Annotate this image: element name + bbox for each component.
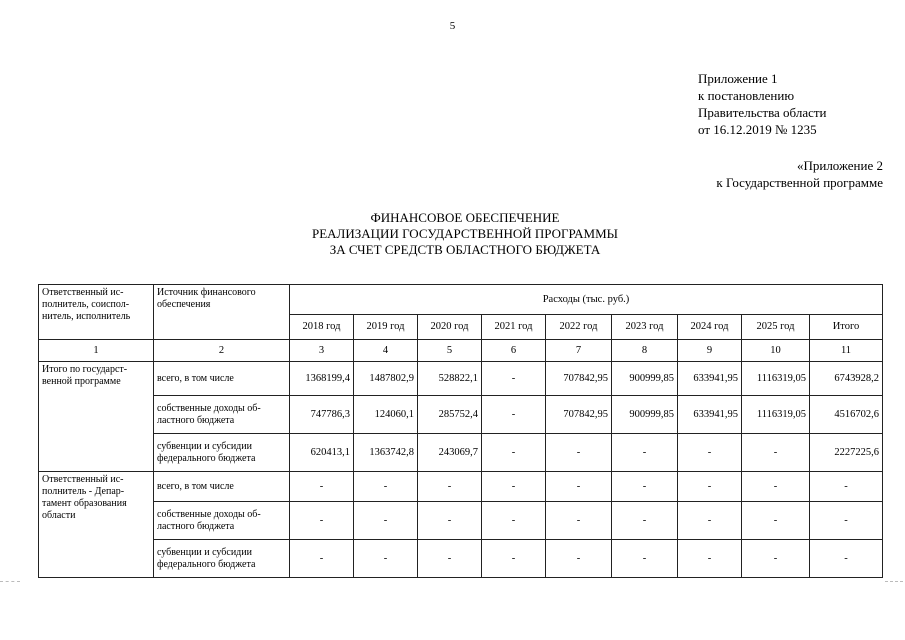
appendix-1-line: Правительства области <box>698 105 827 120</box>
value-cell: 633941,95 <box>678 396 742 434</box>
value-cell: - <box>290 472 354 502</box>
table-row <box>39 472 883 502</box>
document-title <box>230 210 700 258</box>
value-cell: - <box>546 540 612 578</box>
column-number: 5 <box>418 340 482 362</box>
financing-table <box>38 284 883 578</box>
value-cell: 633941,95 <box>678 362 742 396</box>
value-cell: - <box>678 540 742 578</box>
value-cell: - <box>678 472 742 502</box>
scan-margin-line <box>0 581 20 582</box>
value-cell: 900999,85 <box>612 362 678 396</box>
value-cell: 243069,7 <box>418 434 482 472</box>
column-number: 7 <box>546 340 612 362</box>
value-cell: - <box>742 472 810 502</box>
value-cell: 1368199,4 <box>290 362 354 396</box>
value-cell: - <box>290 540 354 578</box>
table-row <box>39 502 883 540</box>
appendix-1-line: Приложение 1 <box>698 71 778 86</box>
value-cell: - <box>678 502 742 540</box>
value-cell: - <box>418 540 482 578</box>
column-number: 8 <box>612 340 678 362</box>
value-cell: - <box>612 502 678 540</box>
header-year: 2023 год <box>612 315 678 340</box>
value-cell: - <box>678 434 742 472</box>
header-total: Итого <box>810 315 883 340</box>
title-line: ФИНАНСОВОЕ ОБЕСПЕЧЕНИЕ <box>370 210 560 225</box>
value-cell: - <box>482 472 546 502</box>
value-cell: - <box>546 502 612 540</box>
value-cell: 285752,4 <box>418 396 482 434</box>
column-number: 10 <box>742 340 810 362</box>
value-cell: - <box>742 540 810 578</box>
header-year: 2022 год <box>546 315 612 340</box>
table-row <box>39 434 883 472</box>
column-number: 11 <box>810 340 883 362</box>
value-cell: - <box>354 472 418 502</box>
value-cell: - <box>354 502 418 540</box>
appendix-2-block <box>716 157 883 191</box>
column-number: 9 <box>678 340 742 362</box>
scan-margin-line <box>885 581 903 582</box>
value-cell: - <box>612 434 678 472</box>
value-cell: - <box>482 540 546 578</box>
value-cell: 707842,95 <box>546 362 612 396</box>
value-cell: - <box>742 502 810 540</box>
value-cell: 2227225,6 <box>810 434 883 472</box>
value-cell: 900999,85 <box>612 396 678 434</box>
source-cell: субвенции и субсидии федерального бюджета <box>154 540 290 578</box>
value-cell: 528822,1 <box>418 362 482 396</box>
value-cell: - <box>612 540 678 578</box>
title-line: ЗА СЧЕТ СРЕДСТВ ОБЛАСТНОГО БЮДЖЕТА <box>329 242 601 257</box>
value-cell: - <box>482 362 546 396</box>
column-number: 6 <box>482 340 546 362</box>
title-line: РЕАЛИЗАЦИИ ГОСУДАРСТВЕННОЙ ПРОГРАММЫ <box>312 226 618 241</box>
value-cell: - <box>418 472 482 502</box>
executor-cell: Итого по государст-венной программе <box>39 362 154 472</box>
column-number: 1 <box>39 340 154 362</box>
column-number: 3 <box>290 340 354 362</box>
value-cell: - <box>418 502 482 540</box>
header-year: 2018 год <box>290 315 354 340</box>
value-cell: - <box>742 434 810 472</box>
value-cell: 4516702,6 <box>810 396 883 434</box>
column-number: 4 <box>354 340 418 362</box>
appendix-1-line: к постановлению <box>698 88 795 103</box>
source-cell: собственные доходы об-ластного бюджета <box>154 396 290 434</box>
source-cell: собственные доходы об-ластного бюджета <box>154 502 290 540</box>
value-cell: 6743928,2 <box>810 362 883 396</box>
value-cell: - <box>546 434 612 472</box>
header-year: 2025 год <box>742 315 810 340</box>
appendix-2-line: «Приложение 2 <box>796 158 883 173</box>
value-cell: - <box>290 502 354 540</box>
value-cell: 124060,1 <box>354 396 418 434</box>
table-row <box>39 362 883 396</box>
value-cell: - <box>546 472 612 502</box>
table-row <box>39 396 883 434</box>
header-year: 2020 год <box>418 315 482 340</box>
table-row <box>39 540 883 578</box>
value-cell: - <box>482 434 546 472</box>
value-cell: - <box>482 396 546 434</box>
appendix-1-block <box>698 70 827 138</box>
value-cell: 620413,1 <box>290 434 354 472</box>
source-cell: всего, в том числе <box>154 472 290 502</box>
appendix-2-line: к Государственной программе <box>716 175 883 190</box>
source-cell: субвенции и субсидии федерального бюджета <box>154 434 290 472</box>
value-cell: 1363742,8 <box>354 434 418 472</box>
column-number: 2 <box>154 340 290 362</box>
value-cell: 1116319,05 <box>742 362 810 396</box>
header-source: Источник финансового обеспечения <box>154 285 290 340</box>
executor-cell: Ответственный ис-полнитель - Депар-тамент образования области <box>39 472 154 578</box>
value-cell: - <box>810 472 883 502</box>
header-year: 2021 год <box>482 315 546 340</box>
value-cell: - <box>354 540 418 578</box>
value-cell: - <box>612 472 678 502</box>
page-number: 5 <box>449 20 456 32</box>
source-cell: всего, в том числе <box>154 362 290 396</box>
value-cell: 1487802,9 <box>354 362 418 396</box>
value-cell: 747786,3 <box>290 396 354 434</box>
value-cell: 1116319,05 <box>742 396 810 434</box>
appendix-1-line: от 16.12.2019 № 1235 <box>698 122 817 137</box>
value-cell: - <box>810 502 883 540</box>
header-year: 2024 год <box>678 315 742 340</box>
header-year: 2019 год <box>354 315 418 340</box>
header-executor: Ответственный ис-полнитель, соиспол-нитель, исполнитель <box>39 285 154 340</box>
value-cell: 707842,95 <box>546 396 612 434</box>
header-expenses: Расходы (тыс. руб.) <box>290 285 883 315</box>
value-cell: - <box>810 540 883 578</box>
value-cell: - <box>482 502 546 540</box>
